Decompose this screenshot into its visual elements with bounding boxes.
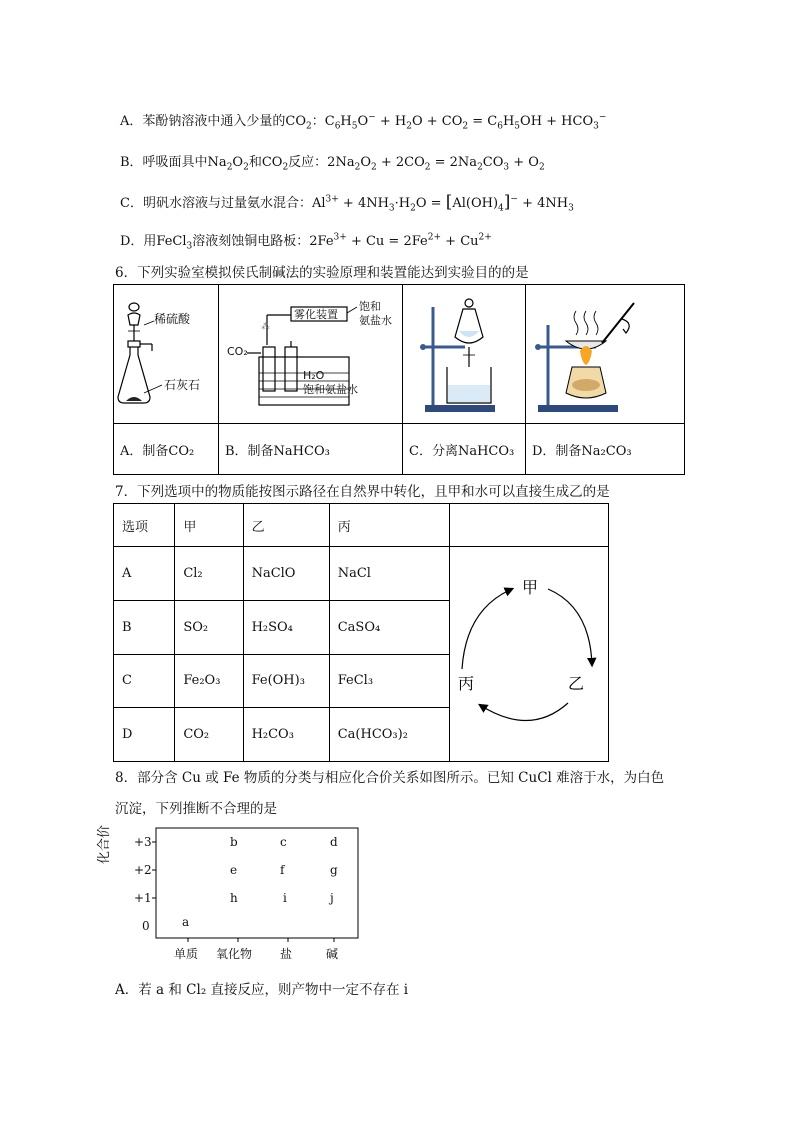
cell: Fe₂O₃ (175, 654, 243, 708)
question-8-stem-1: 8．部分含 Cu 或 Fe 物质的分类与相应化合价关系如图所示。已知 CuCl 难溶于水，为白色 (115, 770, 665, 786)
label-h2o: H₂O (303, 369, 325, 382)
cell: Ca(HCO₃)₂ (329, 708, 449, 762)
option-5d (120, 230, 492, 252)
cell: Fe(OH)₃ (243, 654, 329, 708)
option-5d-text: D．用FeCl$_3$溶液刻蚀铜电路板：$2Fe^{3+} + Cu = 2Fe^{2+} + Cu^{2+}$ (120, 232, 492, 252)
svg-text:⁂: ⁂ (261, 322, 270, 332)
option-5b (120, 151, 545, 173)
apparatus-a (114, 285, 219, 424)
point-b: b (230, 835, 238, 849)
label-stone: 石灰石 (164, 378, 201, 392)
point-g: g (330, 863, 338, 877)
option-5a (120, 110, 606, 132)
cell: A (114, 547, 175, 601)
valence-chart (97, 824, 362, 964)
cell: Cl₂ (175, 547, 243, 601)
cell: NaCl (329, 547, 449, 601)
point-j: j (330, 891, 334, 905)
xtick-oxide: 氧化物 (216, 947, 253, 961)
label-brine1: 饱和 (359, 300, 381, 313)
header-empty (450, 504, 609, 547)
caption-b (219, 424, 403, 475)
cycle-yi: 乙 (568, 674, 585, 693)
caption-c-text: C．分离NaHCO₃ (409, 443, 515, 459)
question-7-stem: 7．下列选项中的物质能按图示路径在自然界中转化，且甲和水可以直接生成乙的是 (115, 484, 610, 500)
apparatus-b (219, 285, 403, 424)
point-h: h (230, 891, 238, 905)
funnel-stand-icon (403, 285, 525, 419)
question-6-stem: 6．下列实验室模拟侯氏制碱法的实验原理和装置能达到实验目的的是 (115, 265, 529, 281)
point-e: e (230, 863, 238, 877)
option-5c (120, 192, 574, 214)
label-brine-full: 饱和氨盐水 (303, 383, 358, 396)
cell: D (114, 708, 175, 762)
option-5a-text: A．苯酚钠溶液中通入少量的$CO_2$：$C_6H_5O^- + H_2O + CO_2 = C_6H_5OH + HCO_3^-$ (120, 112, 607, 132)
header-option: 选项 (114, 504, 175, 547)
ytick-1: +1 (134, 891, 152, 905)
option-5b-text: B．呼吸面具中$Na_2O_2$和$CO_2$反应：$2Na_2O_2 + 2CO_2 = 2Na_2CO_3 + O_2$ (120, 155, 545, 173)
point-d: d (330, 835, 338, 849)
point-i: i (283, 891, 287, 905)
apparatus-c (403, 285, 526, 424)
ytick-3: +3 (134, 835, 152, 849)
question-6-table (113, 284, 685, 475)
xtick-element: 单质 (174, 947, 199, 961)
caption-b-text: B．制备NaHCO₃ (225, 443, 330, 459)
ytick-2: +2 (134, 863, 152, 877)
cell: C (114, 654, 175, 708)
bubbling-apparatus-icon (219, 285, 402, 419)
point-a: a (182, 915, 190, 929)
cell: CO₂ (175, 708, 243, 762)
option-5c-text: C．明矾水溶液与过量氨水混合：$Al^{3+} + 4NH_3\cdot H_2O = [Al(OH)_4]^- + 4NH_3$ (120, 192, 574, 214)
caption-a-text: A．制备CO₂ (120, 443, 195, 459)
cell: SO₂ (175, 600, 243, 654)
label-brine2: 氨盐水 (359, 314, 392, 327)
xtick-base: 碱 (326, 947, 339, 961)
point-f: f (280, 863, 285, 877)
cell: B (114, 600, 175, 654)
header-yi: 乙 (243, 504, 329, 547)
flask-apparatus-icon (114, 285, 218, 419)
cycle-jia: 甲 (522, 578, 539, 597)
cycle-diagram (450, 547, 609, 762)
label-spray: 雾化装置 (294, 308, 338, 321)
question-8-option-a: A．若 a 和 Cl₂ 直接反应，则产物中一定不存在 i (115, 982, 409, 998)
cycle-arrows-icon (450, 547, 608, 757)
question-7-table (113, 503, 609, 762)
caption-d (526, 424, 685, 475)
label-co2: CO₂ (227, 345, 248, 358)
cycle-bing: 丙 (458, 674, 475, 693)
xtick-salt: 盐 (280, 947, 293, 961)
point-c: c (280, 835, 287, 849)
cell: NaClO (243, 547, 329, 601)
caption-d-text: D．制备Na₂CO₃ (532, 443, 632, 459)
label-acid: 稀硫酸 (154, 312, 191, 326)
apparatus-d (526, 285, 685, 424)
cell: FeCl₃ (329, 654, 449, 708)
ytick-0: 0 (142, 919, 150, 933)
y-axis-label: 化合价 (97, 824, 112, 864)
caption-c (403, 424, 526, 475)
header-bing: 丙 (329, 504, 449, 547)
caption-a (114, 424, 219, 475)
evaporation-stand-icon (526, 285, 684, 419)
header-jia: 甲 (175, 504, 243, 547)
question-8-stem-2: 沉淀，下列推断不合理的是 (115, 801, 277, 817)
table-row (114, 547, 609, 601)
cell: CaSO₄ (329, 600, 449, 654)
cell: H₂SO₄ (243, 600, 329, 654)
cell: H₂CO₃ (243, 708, 329, 762)
